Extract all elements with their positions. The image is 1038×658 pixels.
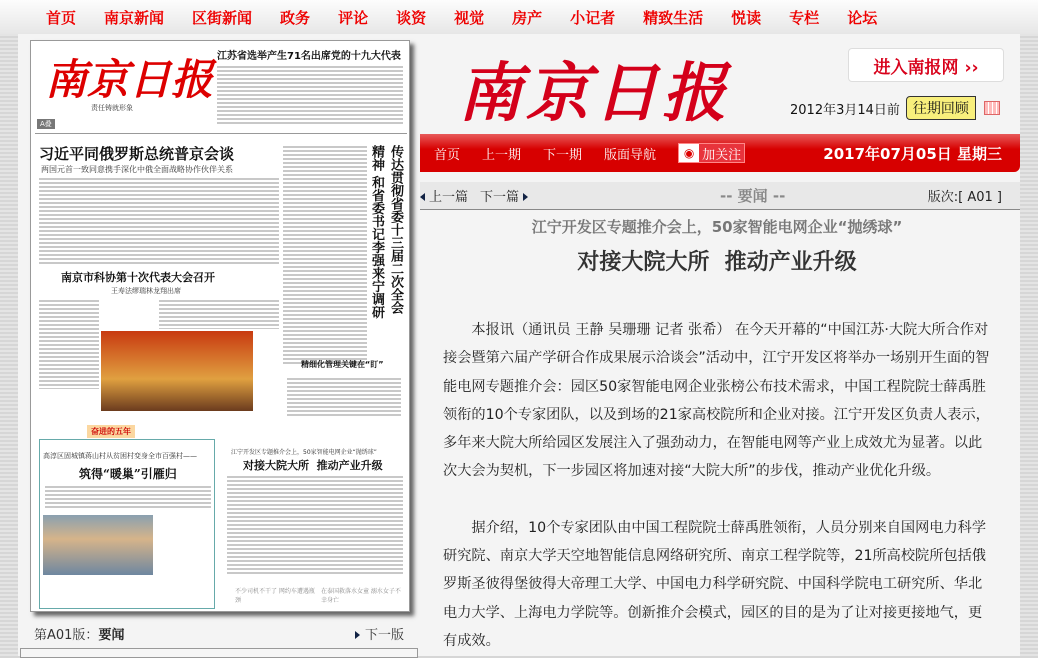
teaser: 不少司机不干了 网约车遭遇瓶颈 <box>235 588 315 604</box>
headline: 南京市科协第十次代表大会召开 <box>61 271 215 284</box>
newspaper-masthead: 南京日报 <box>45 55 214 104</box>
article-body <box>443 316 991 655</box>
next-page-link[interactable] <box>355 624 404 643</box>
subheadline: 江宁开发区专题推介会上，50家智能电网企业“抛绣球” <box>231 449 377 456</box>
teaser: 在泰国救落水女童 溺水女子不幸身亡 <box>321 588 401 604</box>
edition-number: 版次:[ A01 ] <box>927 190 1002 205</box>
nav-item[interactable]: 房产 <box>512 8 543 27</box>
article-paragraph: 本报讯（通讯员 王静 吴珊珊 记者 张希） 在今天开幕的“中国江苏·大院大所合作对接会暨第六届产学研合作成果展示洽谈会”活动中，江宁开发区将举办一场别开生面的智能电网专题推介会：园区50家智能电网企业张榜公布技术需求，中国工程院院士薛禹胜领衔的10个专家团队，以及到场的21家高校院所和企业对接。江宁开发区负责人表示，多年来大院大所给园区发展注入了强劲动力，在智能电网等产业上成效尤为显著。以此次大会为契机，下一步园区将加速对接“大院大所”的步伐，推动产业优化升级。 <box>443 322 990 480</box>
nav-item[interactable]: 区街新闻 <box>192 8 253 27</box>
ceremony-photo <box>101 331 253 411</box>
article-title: 对接大院大所 推动产业升级 <box>577 249 857 275</box>
article-nav-bar <box>420 182 1020 210</box>
issue-nav-prev[interactable]: 上一期 <box>482 147 522 163</box>
nav-item[interactable]: 专栏 <box>789 8 820 27</box>
next-article-link[interactable] <box>480 186 533 205</box>
arrow-right-icon <box>355 631 360 639</box>
nav-item[interactable]: 政务 <box>280 8 311 27</box>
nav-item[interactable]: 评论 <box>338 8 369 27</box>
article-paragraph: 据介绍，10个专家团队由中国工程院院士薛禹胜领衔，人员分别来自国网电力科学研究院、南京大学天空地智能信息网络研究所、南京工程学院等，21所高校院所包括俄罗斯圣彼得堡彼得大帝理工大学、中国电力科学研究院、中国科学院电工研究所、华北电力大学、上海电力学院等。创新推介会模式，园区的目的是为了让对接更接地气，更有成效。 <box>443 519 987 649</box>
follow-label: 加关注 <box>702 147 742 163</box>
article-subtitle: 江宁开发区专题推介会上，50家智能电网企业“抛绣球” <box>531 218 903 236</box>
nav-item[interactable]: 谈资 <box>396 8 427 27</box>
archive-button[interactable]: 往期回顾 <box>906 96 976 120</box>
subheadline: 两国元首一致同意携手深化中俄全面战略协作伙伴关系 <box>41 165 233 174</box>
archive-note: 2012年3月14日前 <box>790 102 900 118</box>
caption-label: 第A01版： <box>34 628 99 643</box>
caption-section: 要闻 <box>98 628 125 643</box>
next-article-label: 下一篇 <box>480 190 520 205</box>
nav-item[interactable]: 首页 <box>46 8 77 27</box>
enter-site-button[interactable]: 进入南报网 ›› <box>848 48 1004 82</box>
top-nav <box>0 0 1038 34</box>
headline: 习近平同俄罗斯总统普京会谈 <box>39 145 235 163</box>
edition-tag: A叠 <box>37 119 55 129</box>
page-list-box <box>20 648 418 658</box>
headline: 筑得“暖巢”引雁归 <box>79 467 177 481</box>
nav-item[interactable]: 南京新闻 <box>104 8 165 27</box>
subheadline: 高淳区固城镇蒋山村从贫困村变身全市百强村—— <box>43 452 197 460</box>
article <box>443 216 991 655</box>
section-banner: 奋进的五年 <box>87 425 135 438</box>
subheadline: 王寿法缪瑞林龙翔出席 <box>111 287 181 295</box>
weibo-follow-button[interactable] <box>678 143 745 163</box>
nav-item[interactable]: 悦读 <box>731 8 762 27</box>
headline: 精细化管理关键在“盯” <box>301 360 384 369</box>
weibo-icon: ◉ <box>679 144 699 162</box>
site-logo: 南京日报 <box>458 56 730 131</box>
arrow-right-icon <box>523 193 528 201</box>
prev-article-label: 上一篇 <box>429 190 469 205</box>
issue-nav-layout[interactable]: 版面导航 <box>604 147 657 163</box>
nav-item[interactable]: 精致生活 <box>643 8 704 27</box>
archive-bar <box>790 96 1000 120</box>
newspaper-slogan: 责任铸就形象 <box>91 104 133 112</box>
calendar-icon[interactable] <box>984 101 1000 115</box>
issue-nav-bar <box>420 134 1020 172</box>
headline: 对接大院大所 推动产业升级 <box>243 459 383 472</box>
nav-item[interactable]: 论坛 <box>847 8 878 27</box>
nav-item[interactable]: 小记者 <box>570 8 616 27</box>
issue-date: 2017年07月05日 星期三 <box>823 144 1002 163</box>
issue-nav-home[interactable]: 首页 <box>434 147 461 163</box>
nav-item[interactable]: 视觉 <box>454 8 485 27</box>
main-container <box>18 34 1020 656</box>
next-page-label: 下一版 <box>364 628 404 643</box>
section-name: -- 要闻 -- <box>720 187 786 205</box>
arrow-left-icon <box>420 193 425 201</box>
newspaper-page-image[interactable] <box>30 40 410 612</box>
village-photo <box>43 515 153 575</box>
prev-article-link[interactable] <box>420 186 468 205</box>
headline: 江苏省选举产生71名出席党的十九大代表 <box>217 51 401 62</box>
page-caption <box>34 624 404 643</box>
issue-nav-next[interactable]: 下一期 <box>543 147 583 163</box>
vertical-headline: 传达贯彻省委十三届二次全会精神 和省委书记李强来宁调研 <box>369 145 403 319</box>
